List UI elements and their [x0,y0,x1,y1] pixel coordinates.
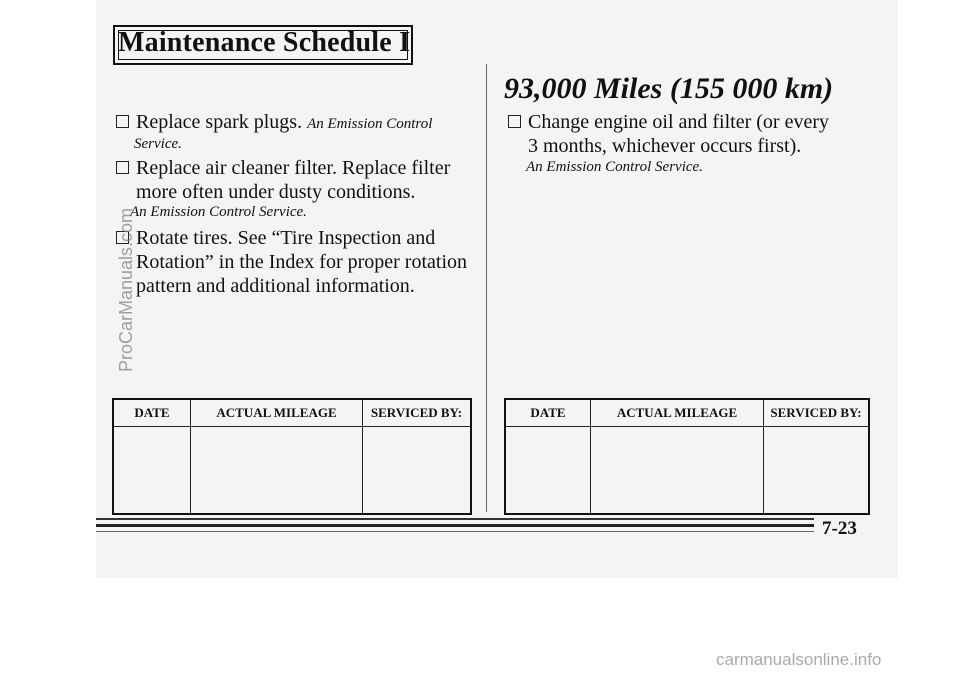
checkbox-icon [116,115,129,128]
footer-rule-thick [96,524,814,527]
mileage-cell [191,427,363,515]
column-header-serviced-by: SERVICED BY: [764,399,870,427]
serviced-by-cell [764,427,870,515]
item-note: An Emission Control [307,116,433,132]
item-text: Rotation” in the Index for proper rotation [136,251,468,273]
item-note: An Emission Control Service. [130,204,307,220]
service-record-table-right [504,398,870,515]
checkbox-icon [508,115,521,128]
item-text: Rotate tires. See “Tire Inspection and [136,227,436,249]
item-text: pattern and additional information. [136,275,415,297]
service-record-table-left [112,398,472,515]
checkbox-icon [116,161,129,174]
date-cell [505,427,591,515]
bottom-watermark: carmanualsonline.info [716,650,882,669]
page-number: 7-23 [822,518,857,539]
item-text: Replace spark plugs. [136,111,303,133]
item-note: An Emission Control Service. [526,159,703,175]
footer-rule-thin [96,531,814,532]
date-cell [113,427,191,515]
column-header-actual-mileage: ACTUAL MILEAGE [191,399,363,427]
column-header-serviced-by: SERVICED BY: [363,399,472,427]
item-text: Replace air cleaner filter. Replace filter [136,157,451,179]
mileage-heading: 93,000 Miles (155 000 km) [504,72,834,105]
item-note-continued: Service. [134,136,182,152]
footer-rule [96,518,814,520]
item-text: Change engine oil and filter (or every [528,111,829,133]
item-text: 3 months, whichever occurs first). [528,135,802,157]
mileage-cell [591,427,764,515]
item-text: more often under dusty conditions. [136,181,416,203]
serviced-by-cell [363,427,472,515]
column-header-actual-mileage: ACTUAL MILEAGE [591,399,764,427]
column-divider [486,64,487,512]
side-watermark: ProCarManuals.com [116,207,136,372]
page-title: Maintenance Schedule I [118,27,411,58]
column-header-date: DATE [113,399,191,427]
column-header-date: DATE [505,399,591,427]
